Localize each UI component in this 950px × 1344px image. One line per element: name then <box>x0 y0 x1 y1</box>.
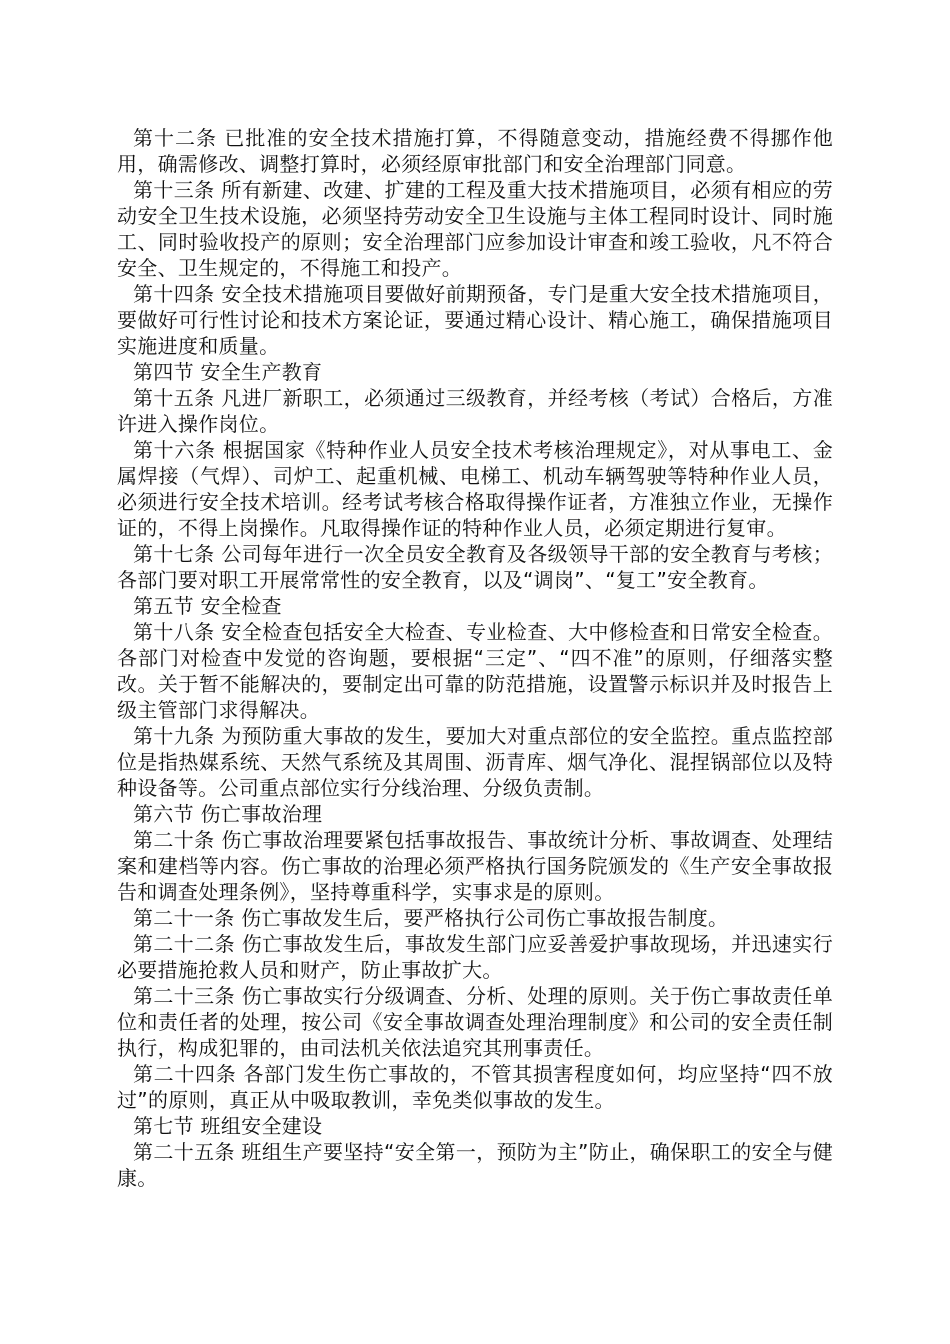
article-23: 第二十三条 伤亡事故实行分级调查、分析、处理的原则。关于伤亡事故责任单位和责任者的处理，按公司《安全事故调查处理治理制度》和公司的安全责任制执行，构成犯罪的，由司法机关依法追究其刑事责任。 <box>117 984 833 1060</box>
article-20: 第二十条 伤亡事故治理要紧包括事故报告、事故统计分析、事故调查、处理结案和建档等内容。伤亡事故的治理必须严格执行国务院颁发的《生产安全事故报告和调查处理条例》，坚持尊重科学，实事求是的原则。 <box>117 828 833 904</box>
document-body <box>117 125 833 1191</box>
section-5-heading: 第五节 安全检查 <box>133 594 282 618</box>
article-15: 第十五条 凡进厂新职工，必须通过三级教育，并经考核（考试）合格后，方准许进入操作岗位。 <box>117 386 833 436</box>
article-24: 第二十四条 各部门发生伤亡事故的，不管其损害程度如何，均应坚持“四不放过”的原则，真正从中吸取教训，幸免类似事故的发生。 <box>117 1062 833 1112</box>
article-19: 第十九条 为预防重大事故的发生，要加大对重点部位的安全监控。重点监控部位是指热媒系统、天然气系统及其周围、沥青库、烟气净化、混捏锅部位以及特种设备等。公司重点部位实行分线治理、分级负责制。 <box>117 724 833 800</box>
article-13: 第十三条 所有新建、改建、扩建的工程及重大技术措施项目，必须有相应的劳动安全卫生技术设施，必须坚持劳动安全卫生设施与主体工程同时设计、同时施工、同时验收投产的原则；安全治理部门应参加设计审查和竣工验收，凡不符合安全、卫生规定的，不得施工和投产。 <box>117 178 833 280</box>
article-12: 第十二条 已批准的安全技术措施打算，不得随意变动，措施经费不得挪作他用，确需修改、调整打算时，必须经原审批部门和安全治理部门同意。 <box>117 126 833 176</box>
section-6-heading: 第六节 伤亡事故治理 <box>133 802 323 826</box>
article-21: 第二十一条 伤亡事故发生后，要严格执行公司伤亡事故报告制度。 <box>133 906 729 930</box>
section-7-heading: 第七节 班组安全建设 <box>133 1114 323 1138</box>
article-16: 第十六条 根据国家《特种作业人员安全技术考核治理规定》，对从事电工、金属焊接（气焊）、司炉工、起重机械、电梯工、机动车辆驾驶等特种作业人员，必须进行安全技术培训。经考试考核合格取得操作证者，方准独立作业，无操作证的，不得上岗操作。凡取得操作证的特种作业人员，必须定期进行复审。 <box>117 438 833 540</box>
article-14: 第十四条 安全技术措施项目要做好前期预备，专门是重大安全技术措施项目，要做好可行性讨论和技术方案论证，要通过精心设计、精心施工，确保措施项目实施进度和质量。 <box>117 282 833 358</box>
article-25: 第二十五条 班组生产要坚持“安全第一，预防为主”防止，确保职工的安全与健康。 <box>117 1140 833 1190</box>
article-17: 第十七条 公司每年进行一次全员安全教育及各级领导干部的安全教育与考核；各部门要对职工开展常常性的安全教育，以及“调岗”、“复工”安全教育。 <box>117 542 833 592</box>
article-22: 第二十二条 伤亡事故发生后，事故发生部门应妥善爱护事故现场，并迅速实行必要措施抢救人员和财产，防止事故扩大。 <box>117 932 833 982</box>
section-4-heading: 第四节 安全生产教育 <box>133 360 323 384</box>
article-18: 第十八条 安全检查包括安全大检查、专业检查、大中修检查和日常安全检查。各部门对检查中发觉的咨询题，要根据“三定”、“四不准”的原则，仔细落实整改。关于暂不能解决的，要制定出可靠的防范措施，设置警示标识并及时报告上级主管部门求得解决。 <box>117 620 833 722</box>
